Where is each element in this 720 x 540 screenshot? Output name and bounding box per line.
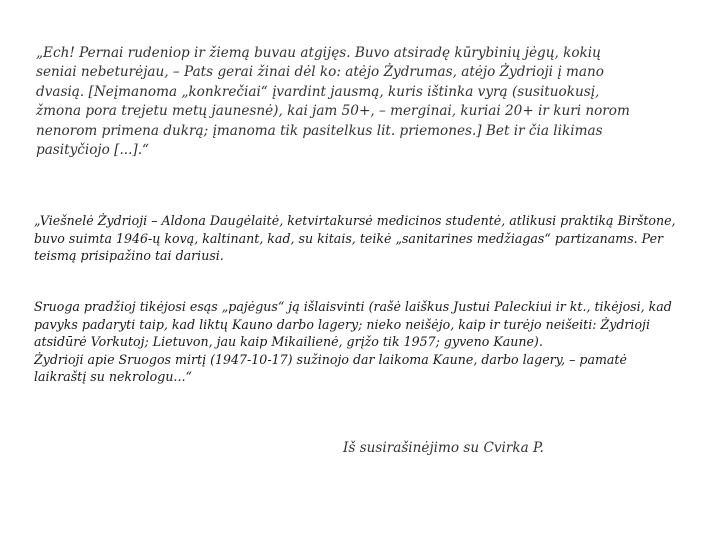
quote-line: nenorom primena dukrą; įmanoma tik pasitelkus lit. priemones.] Bet ir čia likimas [36,122,603,139]
source-attribution: Iš susirašinėjimo su Cvirka P. [343,440,544,456]
footnote-line: atsidūrė Vorkutoj; Lietuvon, jau kaip Mikailienė, grįžo tik 1957; gyveno Kaune). [34,334,543,350]
footnote-paragraph-2 [34,298,672,386]
footnote-line: teismą prisipažino tai dariusi. [34,248,224,264]
footnote-line: Żydrioji apie Sruogos mirtį (1947-10-17) sužinojo dar laikoma Kaune, darbo lagery, – pamatė [34,351,627,367]
quote-line: pasityčiojo [...].“ [36,142,149,159]
footnote-line: pavyks padaryti taip, kad liktų Kauno darbo lagery; nieko neišėjo, kaip ir turėjo neišeiti: Żydrioji [34,316,650,332]
footnote-line: laikraštį su nekrologu...“ [34,369,192,385]
quote-line: „Ech! Pernai rudeniop ir žiemą buvau atgijęs. Buvo atsiradę kūrybinių jėgų, kokių [36,45,601,61]
quote-line: seniai nebeturėjau, – Pats gerai žinai dėl ko: atėjo Żydrumas, atėjo Żydrioji į mano [36,64,604,81]
footnote-line: buvo suimta 1946-ų kovą, kaltinant, kad, su kitais, teikė „sanitarines medžiagas“ partizanams. Per [34,230,664,246]
quote-line: dvasią. [Neįmanoma „konkrečiai“ įvardint jausmą, kuris ištinka vyrą (susituokusį, [36,83,600,100]
quote-paragraph [36,44,630,160]
quote-line: žmona pora trejetu metų jaunesnė), kai jam 50+, – merginai, kuriai 20+ ir kuri norom [36,103,630,120]
footnote-paragraph-1 [34,212,676,265]
footnote-line: „Viešnelė Żydrioji – Aldona Daugėlaitė, ketvirtakursė medicinos studentė, atlikusi praktiką Birštone, [34,213,676,228]
footnote-line: Sruoga pradžioj tikėjosi esąs „pajėgus“ ją išlaisvinti (rašė laiškus Justui Paleckiui ir kt., tikėjosi, kad [34,299,672,314]
